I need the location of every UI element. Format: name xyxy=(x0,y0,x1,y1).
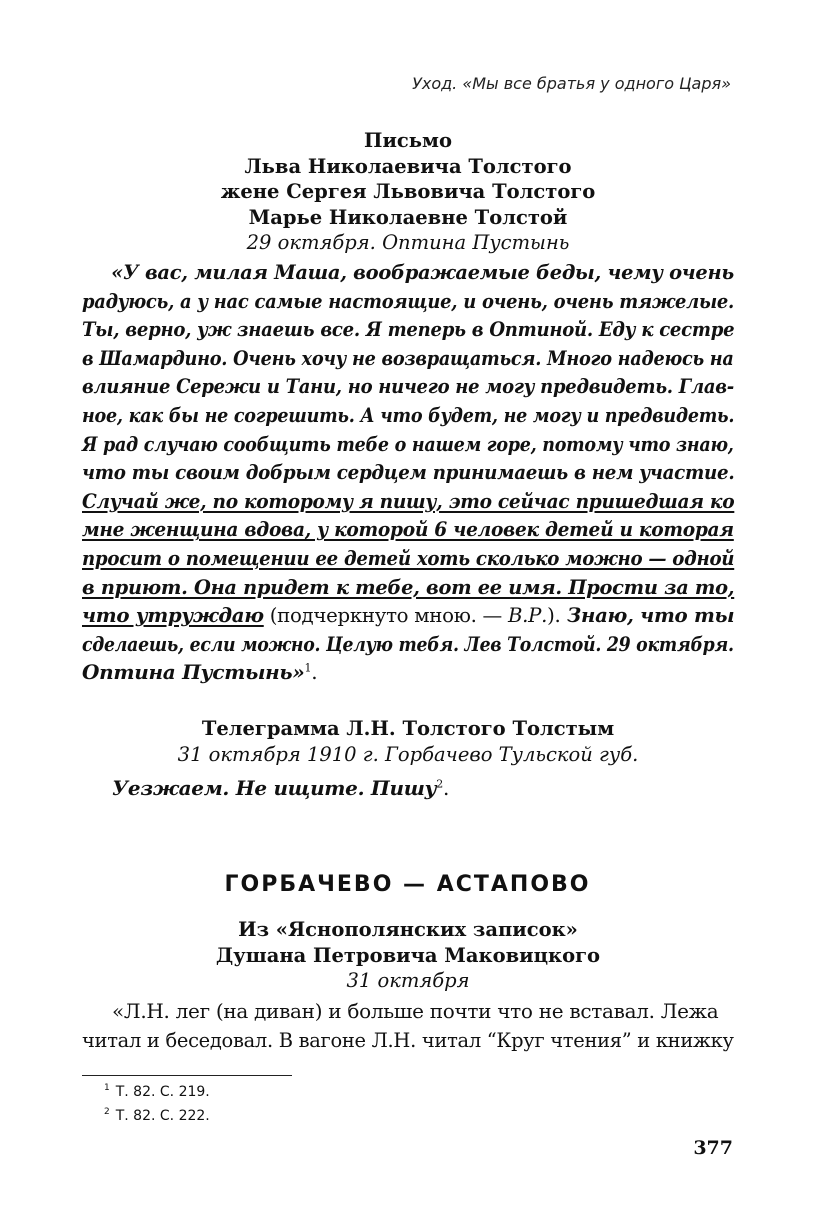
letter-final-line xyxy=(82,658,734,687)
notes-line: читал и беседовал. В вагоне Л.Н. читал “Круг чтения” и книжку xyxy=(82,1027,734,1052)
editor-note-open: (подчеркнуто мною. — xyxy=(263,603,508,628)
letter-line: Я рад случаю сообщить тебе о нашем горе, потому что знаю, xyxy=(82,431,734,456)
telegram-text xyxy=(82,774,734,803)
running-head: Уход. «Мы все братья у одного Царя» xyxy=(412,74,731,93)
final-period: . xyxy=(311,660,318,685)
editor-initials: В.Р. xyxy=(507,603,548,628)
footnote-ref: 2 xyxy=(436,777,443,791)
letter-heading-line: Письмо xyxy=(364,129,452,152)
letter-heading xyxy=(82,128,734,255)
letter-line: сделаешь, если можно. Целую тебя. Лев Толстой. 29 октября. xyxy=(82,631,734,656)
after-note-text: Знаю, что ты xyxy=(560,603,735,628)
page-number: 377 xyxy=(693,1137,733,1159)
final-period: . xyxy=(443,776,450,800)
letter-signoff: Оптина Пустынь» xyxy=(82,660,305,685)
underlined-line: в приют. Она придет к тебе, вот ее имя. Прости за то, xyxy=(82,574,735,599)
footnote xyxy=(104,1080,210,1104)
notes-heading-line: Душана Петровича Маковицкого xyxy=(215,943,601,967)
letter-line: влияние Сережи и Тани, но ничего не могу предвидеть. Глав- xyxy=(82,374,734,399)
letter-line-editor-note xyxy=(82,601,735,630)
letter-line: «У вас, милая Маша, воображаемые беды, чему очень xyxy=(111,260,734,284)
notes-dateline: 31 октября xyxy=(346,969,470,992)
notes-line: «Л.Н. лег (на диван) и больше почти что не вставал. Лежа xyxy=(112,999,719,1023)
underlined-line: мне женщина вдова, у которой 6 человек детей и которая xyxy=(82,517,734,542)
notes-heading xyxy=(82,917,734,993)
footnote-mark: 2 xyxy=(104,1107,110,1118)
footnote-text: Т. 82. С. 222. xyxy=(115,1108,210,1124)
telegram-heading xyxy=(82,716,734,767)
footnote xyxy=(104,1104,210,1128)
footnote-ref: 1 xyxy=(304,661,312,675)
underlined-line: Случай же, по которому я пишу, это сейчас пришедшая ко xyxy=(82,488,735,513)
letter-line: ное, как бы не согрешить. А что будет, не могу и предвидеть. xyxy=(82,402,735,427)
letter-line: Ты, верно, уж знаешь все. Я теперь в Оптиной. Еду к сестре xyxy=(82,317,735,342)
telegram-title: Телеграмма Л.Н. Толстого Толстым xyxy=(201,717,615,740)
footnotes xyxy=(104,1080,210,1128)
letter-heading-line: Марье Николаевне Толстой xyxy=(248,205,568,229)
letter-dateline: 29 октября. Оптина Пустынь xyxy=(246,231,570,254)
letter-body xyxy=(82,258,734,687)
footnote-text: Т. 82. С. 219. xyxy=(115,1084,210,1100)
notes-body xyxy=(82,997,734,1054)
letter-line: что ты своим добрым сердцем принимаешь в нем участие. xyxy=(82,460,735,485)
section-title: ГОРБАЧЕВО — АСТАПОВО xyxy=(224,872,591,897)
underlined-phrase: что утруждаю xyxy=(82,603,264,628)
letter-line: радуюсь, а у нас самые настоящие, и очень, очень тяжелые. xyxy=(82,288,735,313)
telegram-message: Уезжаем. Не ищите. Пишу xyxy=(112,776,437,800)
letter-heading-line: жене Сергея Львовича Толстого xyxy=(220,180,596,203)
footnote-rule xyxy=(82,1075,292,1076)
letter-heading-line: Льва Николаевича Толстого xyxy=(244,154,572,178)
underlined-line: просит о помещении ее детей хоть сколько можно — одной xyxy=(82,545,735,570)
notes-heading-line: Из «Яснополянских записок» xyxy=(238,918,578,941)
letter-line: в Шамардино. Очень хочу не возвращаться. Много надеюсь на xyxy=(82,345,734,370)
telegram-body xyxy=(82,774,734,803)
telegram-dateline: 31 октября 1910 г. Горбачево Тульской губ. xyxy=(177,742,639,766)
footnote-mark: 1 xyxy=(104,1083,110,1094)
editor-note-close: ). xyxy=(547,603,561,628)
